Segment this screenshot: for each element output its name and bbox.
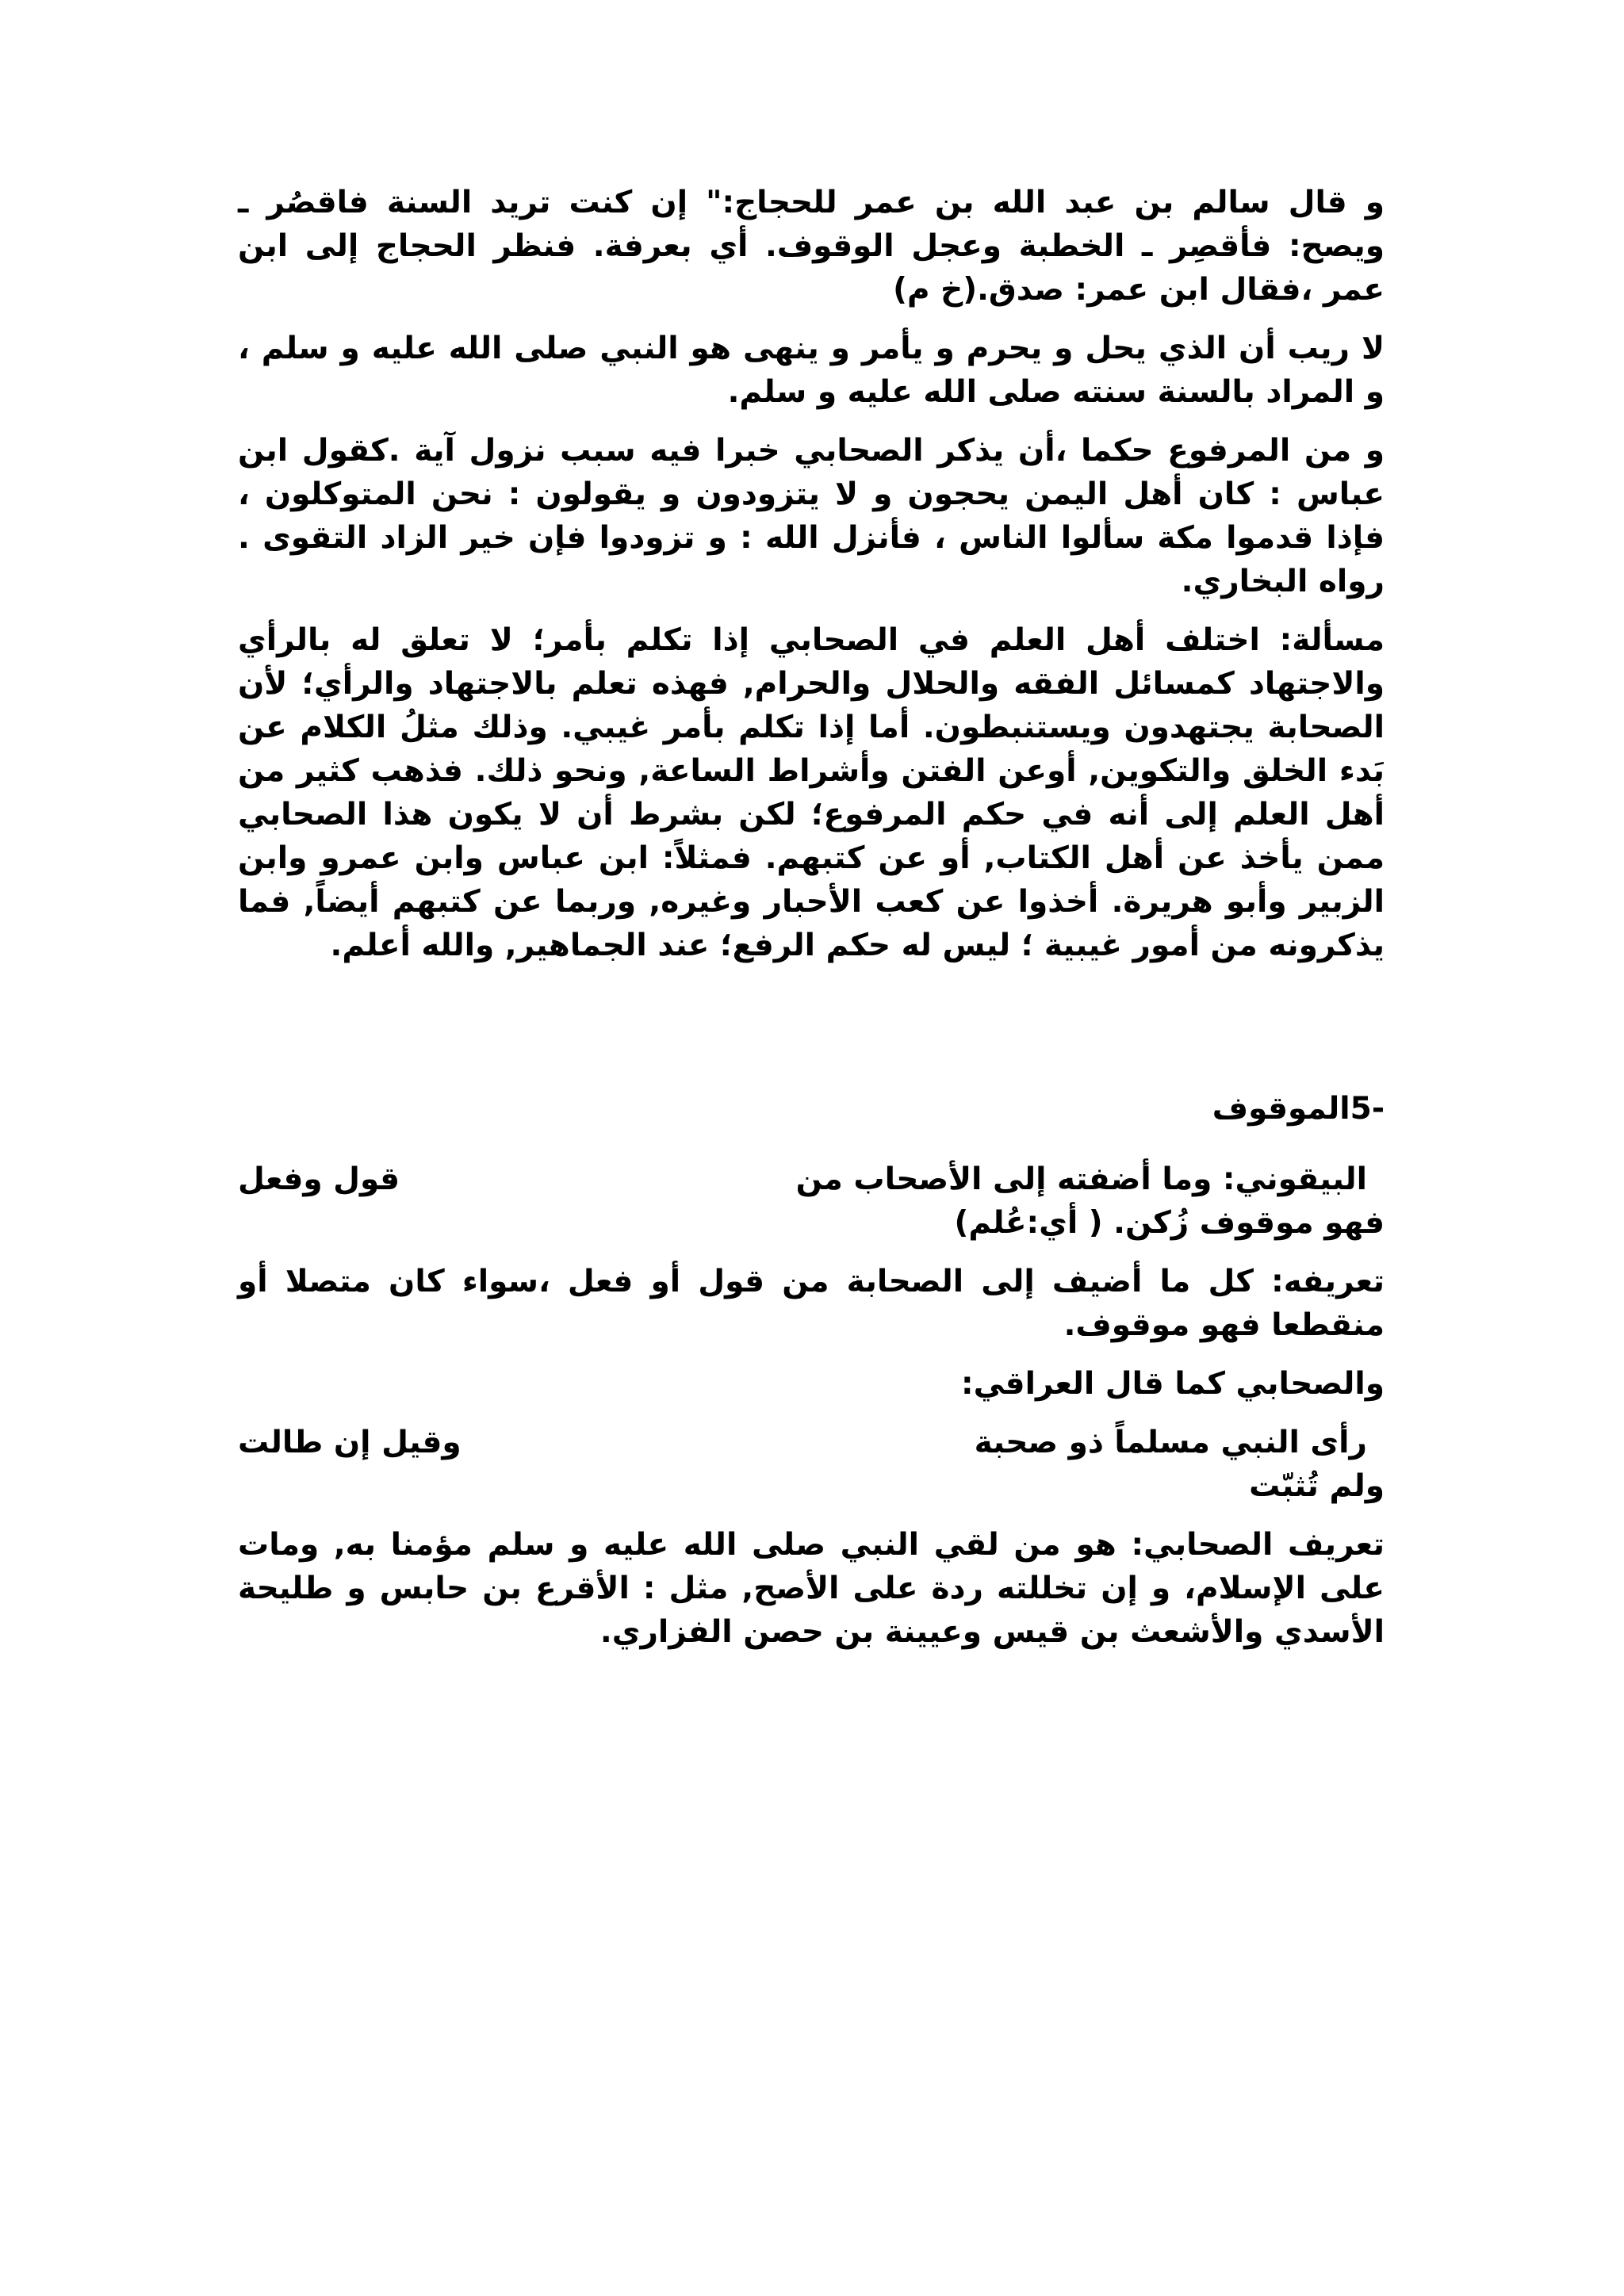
paragraph-companion-definition: تعريف الصحابي: هو من لقي النبي صلى الله عليه و سلم مؤمنا به, ومات على الإسلام، و إن تخللته ردة على الأصح, مثل : الأقرع بن حابس و طليحة الأسدي والأشعث بن قيس وعيينة بن حصن الفزاري. (238, 1527, 1385, 1650)
verse-iraqi-row (238, 1421, 1385, 1464)
paragraph-masala: مسألة: اختلف أهل العلم في الصحابي إذا تكلم بأمر؛ لا تعلق له بالرأي والاجتهاد كمسائل الفقه والحلال والحرام, فهذه تعلم بالاجتهاد والرأي؛ لأن الصحابة يجتهدون ويستنبطون. أما إذا تكلم بأمر غيبي. وذلك مثلُ الكلام عن بَدء الخلق والتكوين, أوعن الفتن وأشراط الساعة, ونحو ذلك. فذهب كثير من أهل العلم إلى أنه في حكم المرفوع؛ لكن بشرط أن لا يكون هذا الصحابي ممن يأخذ عن أهل الكتاب, أو عن كتبهم. فمثلاً: ابن عباس وابن عمرو وابن الزبير وأبو هريرة. أخذوا عن كعب الأحبار وغيره, وربما عن كتبهم أيضاً, فما يذكرونه من أمور غيبية ؛ ليس له حكم الرفع؛ عند الجماهير, والله أعلم. (238, 622, 1385, 963)
paragraph-salim-quote: و قال سالم بن عبد الله بن عمر للحجاج:" إن كنت تريد السنة فاقصُر ـ ويصح: فأقصِر ـ الخطبة وعجل الوقوف. أي بعرفة. فنظر الحجاج إلى ابن عمر ،فقال ابن عمر: صدق.(خ م) (238, 185, 1385, 308)
verse-iraqi-second-half: وقيل إن طالت (238, 1425, 462, 1460)
verse-bayquni-second-half: قول وفعل (238, 1161, 400, 1197)
section-spacer (238, 982, 1385, 1087)
heading-spacer (238, 1131, 1385, 1158)
paragraph-iraqi-intro: والصحابي كما قال العراقي: (960, 1366, 1385, 1402)
document-page (238, 181, 1385, 1669)
verse-iraqi-first-half: رأى النبي مسلماً ذو صحبة (974, 1425, 1367, 1460)
section-heading-mawquf: -5الموقوف (1212, 1091, 1385, 1127)
verse-bayquni-first-half: البيقوني: وما أضفته إلى الأصحاب من (795, 1161, 1367, 1197)
verse-bayquni-continuation: فهو موقوف زُكن. ( أي:عُلم) (954, 1205, 1385, 1241)
verse-bayquni-row (238, 1158, 1385, 1201)
paragraph-marfu-hukman: و من المرفوع حكما ،أن يذكر الصحابي خبرا فيه سبب نزول آية .كقول ابن عباس : كان أهل اليمن يحجون و لا يتزودون و يقولون : نحن المتوكلون ، فإذا قدموا مكة سألوا الناس ، فأنزل الله : و تزودوا فإن خير الزاد التقوى . رواه البخاري. (238, 433, 1385, 599)
verse-iraqi-continuation: ولم تُثبّت (1249, 1468, 1385, 1504)
paragraph-prophet-authority: لا ريب أن الذي يحل و يحرم و يأمر و ينهى هو النبي صلى الله عليه و سلم ، و المراد بالسنة سنته صلى الله عليه و سلم. (238, 331, 1385, 410)
paragraph-mawquf-definition: تعريفه: كل ما أضيف إلى الصحابة من قول أو فعل ،سواء كان متصلا أو منقطعا فهو موقوف. (238, 1264, 1385, 1343)
